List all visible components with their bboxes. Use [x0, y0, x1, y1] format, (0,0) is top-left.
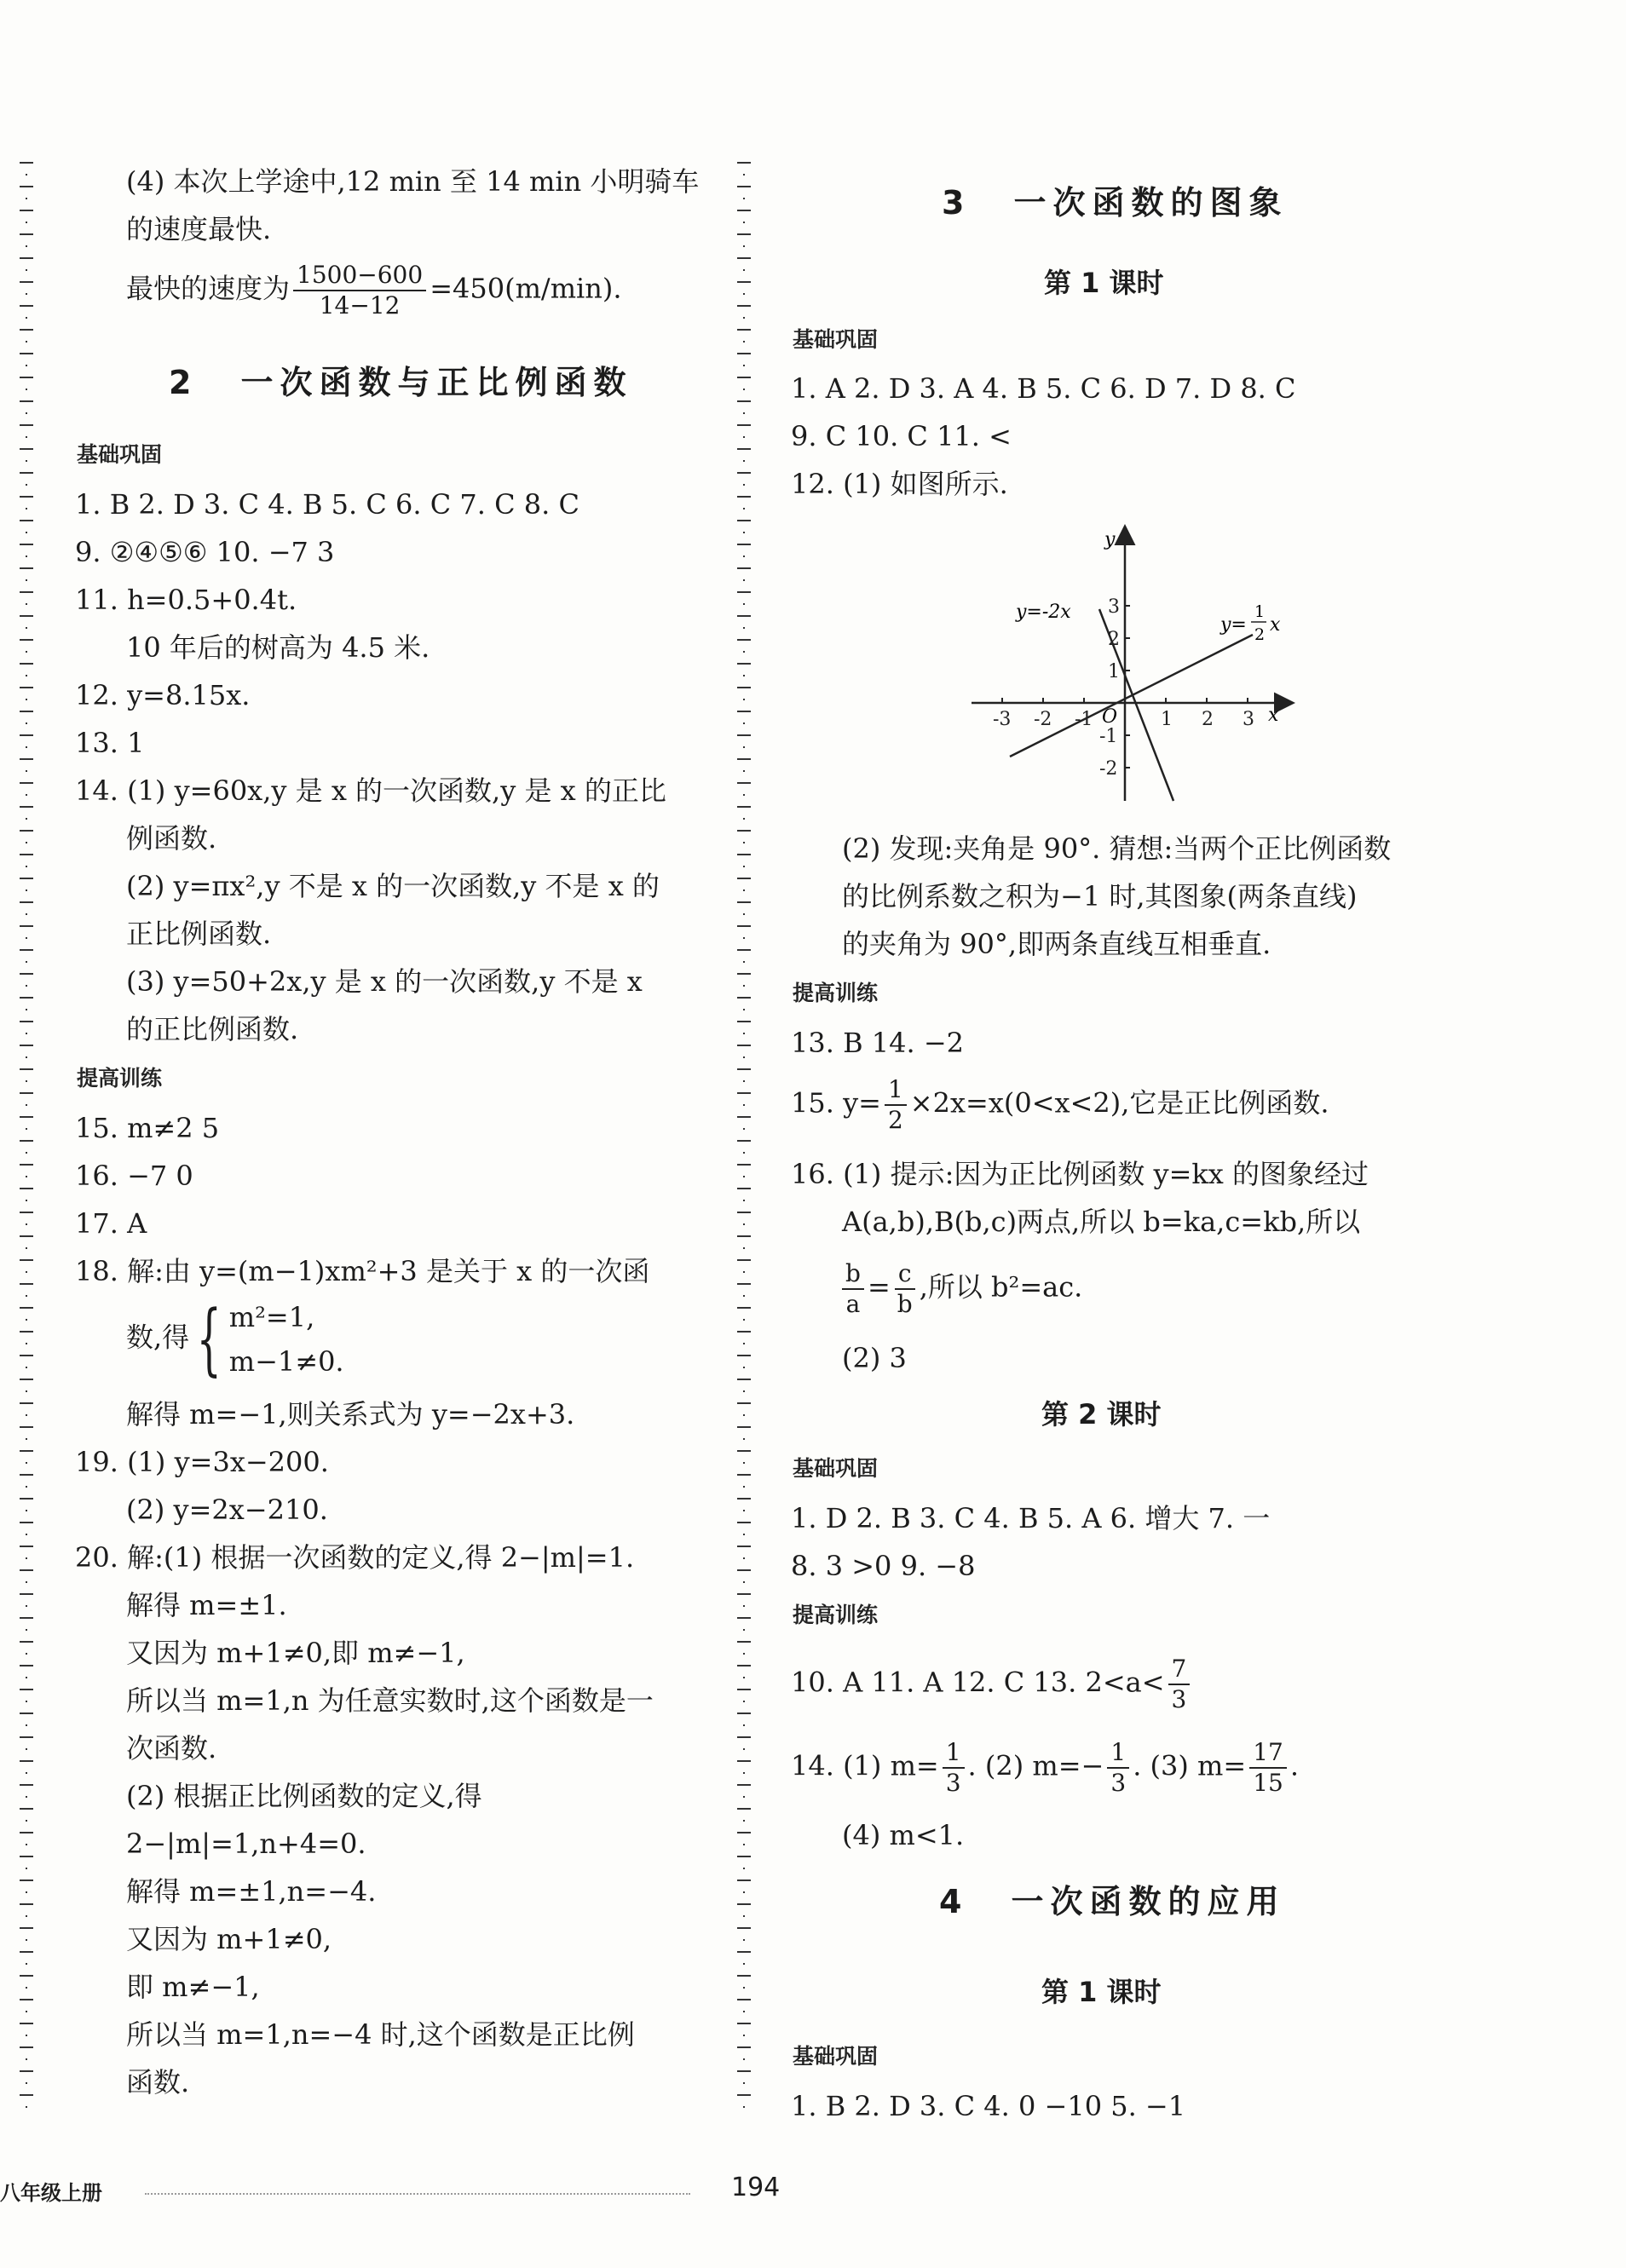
- answer-line: 又因为 m+1≠0,: [126, 1923, 332, 1955]
- answer-line: (3) y=50+2x,y 是 x 的一次函数,y 不是 x: [126, 965, 643, 998]
- answer-line: 13. 1: [75, 727, 145, 759]
- answer-line: 19. (1) y=3x−200.: [75, 1446, 329, 1478]
- origin-label: O: [1102, 706, 1118, 728]
- answer-line: 2−|m|=1,n+4=0.: [126, 1828, 366, 1860]
- subsection-label-advanced: 提高训练: [793, 981, 879, 1005]
- answer-line: 14. (1) y=60x,y 是 x 的一次函数,y 是 x 的正比: [75, 774, 666, 807]
- answer-line: 1. D 2. B 3. C 4. B 5. A 6. 增大 7. 一: [791, 1502, 1271, 1534]
- answer-line-q14: 14. (1) m= $\frac{1}{3}$ . (2) m=− $\frac{1}{3}$ . (3) m= $\frac{17}{15}$ .: [791, 1738, 1299, 1797]
- x-tick-label: 1: [1161, 709, 1173, 730]
- x-tick-label: -1: [1075, 709, 1093, 730]
- label-y-half-x-den: 2: [1254, 625, 1266, 644]
- line-y-half-x: [1010, 635, 1253, 757]
- answer-line-q10-13: 10. A 11. A 12. C 13. 2<a< $\frac{7}{3}$: [791, 1655, 1193, 1714]
- answer-line: 16. (1) 提示:因为正比例函数 y=kx 的图象经过: [791, 1158, 1369, 1190]
- answer-line: 13. B 14. −2: [791, 1027, 964, 1059]
- answer-line: 9. C 10. C 11. <: [791, 420, 1012, 452]
- binding-ticks-center: [737, 162, 751, 2113]
- subsection-label-advanced: 提高训练: [77, 1066, 163, 1091]
- subsection-label-basic: 基础巩固: [793, 1456, 879, 1481]
- x-tick-label: 2: [1202, 709, 1214, 730]
- label-y-half-x-pre: y=: [1220, 614, 1247, 636]
- subsection-label-advanced: 提高训练: [793, 1603, 879, 1627]
- answer-line: (4) 本次上学途中,12 min 至 14 min 小明骑车: [126, 165, 700, 198]
- answer-line: 9. ②④⑤⑥ 10. −7 3: [75, 536, 335, 568]
- lesson-title: 第 2 课时: [1041, 1398, 1162, 1430]
- answer-line: 所以当 m=1,n=−4 时,这个函数是正比例: [126, 2018, 635, 2051]
- x-tick-label: 3: [1243, 709, 1254, 730]
- section-heading-3: 3 一次函数的图象: [942, 184, 1289, 222]
- answer-line: (4) m<1.: [842, 1819, 965, 1851]
- binding-ticks-left: [20, 162, 33, 2113]
- y-tick-label: -1: [1099, 726, 1118, 747]
- axis-label-x: x: [1268, 705, 1279, 726]
- x-tick-label: -2: [1034, 709, 1052, 730]
- answer-line-q15: 15. y= $\frac{1}{2}$ ×2x=x(0<x<2),它是正比例函数.: [791, 1075, 1329, 1134]
- lesson-title: 第 1 课时: [1041, 1976, 1162, 2008]
- answer-line: 1. B 2. D 3. C 4. 0 −10 5. −1: [791, 2090, 1186, 2122]
- answer-line-q16-ratio: $\frac{b}{a}$ = $\frac{c}{b}$ ,所以 b²=ac.: [839, 1259, 1082, 1319]
- answer-line: 的比例系数之积为−1 时,其图象(两条直线): [842, 880, 1358, 912]
- answer-line: (2) 3: [842, 1342, 907, 1374]
- answer-line: 次函数.: [126, 1732, 217, 1764]
- answer-line: 的夹角为 90°,即两条直线互相垂直.: [842, 928, 1271, 960]
- answer-line: A(a,b),B(b,c)两点,所以 b=ka,c=kb,所以: [842, 1206, 1361, 1238]
- lesson-title: 第 1 课时: [1044, 267, 1164, 299]
- answer-line: 1. B 2. D 3. C 4. B 5. C 6. C 7. C 8. C: [75, 488, 579, 521]
- subsection-label-basic: 基础巩固: [793, 2044, 879, 2069]
- answer-line: 所以当 m=1,n 为任意实数时,这个函数是一: [126, 1684, 654, 1717]
- answer-line: 解得 m=−1,则关系式为 y=−2x+3.: [126, 1398, 575, 1430]
- y-tick-label: 1: [1108, 661, 1120, 682]
- answer-line: 例函数.: [126, 822, 217, 855]
- y-tick-label: 2: [1108, 629, 1120, 650]
- section-heading-4: 4 一次函数的应用: [939, 1883, 1286, 1920]
- answer-line: 的正比例函数.: [126, 1013, 299, 1045]
- answer-line: 18. 解:由 y=(m−1)xm²+3 是关于 x 的一次函: [75, 1255, 650, 1287]
- answer-line: 又因为 m+1≠0,即 m≠−1,: [126, 1637, 465, 1669]
- page-number: 194: [731, 2173, 781, 2202]
- answer-line: 函数.: [126, 2066, 190, 2098]
- answer-line: 解得 m=±1,n=−4.: [126, 1875, 377, 1908]
- y-tick-label: -2: [1099, 758, 1118, 780]
- answer-line: (2) y=2x−210.: [126, 1494, 328, 1526]
- answer-line: 8. 3 >0 9. −8: [791, 1550, 976, 1582]
- answer-line: 16. −7 0: [75, 1160, 193, 1192]
- answer-line: (2) 根据正比例函数的定义,得: [126, 1780, 482, 1812]
- answer-line-fastest-speed: 最快的速度为 $\frac{1500-600}{14-12}$ =450(m/min).: [126, 261, 622, 319]
- subsection-label-basic: 基础巩固: [77, 442, 163, 467]
- answer-line: 11. h=0.5+0.4t.: [75, 584, 297, 616]
- footer-dotted-rule: [145, 2193, 690, 2195]
- label-y-half-x-num: 1: [1254, 602, 1266, 621]
- answer-line: 解得 m=±1.: [126, 1589, 287, 1621]
- answer-line: 的速度最快.: [126, 213, 272, 245]
- axis-label-y: y: [1104, 529, 1116, 550]
- answer-line: 1. A 2. D 3. A 4. B 5. C 6. D 7. D 8. C: [791, 372, 1296, 405]
- equation-system: 数,得{ m²=1, m−1≠0.: [126, 1293, 344, 1384]
- answer-line: 20. 解:(1) 根据一次函数的定义,得 2−|m|=1.: [75, 1541, 635, 1574]
- answer-line: 10 年后的树高为 4.5 米.: [126, 631, 430, 664]
- section-heading-2: 2 一次函数与正比例函数: [169, 364, 633, 401]
- y-tick-label: 3: [1108, 596, 1120, 618]
- answer-line: 15. m≠2 5: [75, 1112, 220, 1144]
- answer-line: 17. A: [75, 1207, 147, 1240]
- label-y-half-x-var: x: [1270, 614, 1281, 636]
- brace-symbol: {: [196, 1293, 222, 1384]
- answer-line: (2) 发现:夹角是 90°. 猜想:当两个正比例函数: [842, 832, 1392, 865]
- grade-label: 八年级上册: [0, 2181, 102, 2205]
- answer-line: 12. (1) 如图所示.: [791, 468, 1008, 500]
- coordinate-graph: [963, 520, 1304, 809]
- answer-line: 12. y=8.15x.: [75, 679, 251, 711]
- label-y-neg2x: y=-2x: [1016, 602, 1071, 623]
- subsection-label-basic: 基础巩固: [793, 327, 879, 352]
- answer-line: 正比例函数.: [126, 918, 272, 950]
- x-tick-label: -3: [993, 709, 1012, 730]
- answer-line: 即 m≠−1,: [126, 1971, 260, 2003]
- answer-line: (2) y=πx²,y 不是 x 的一次函数,y 不是 x 的: [126, 870, 660, 902]
